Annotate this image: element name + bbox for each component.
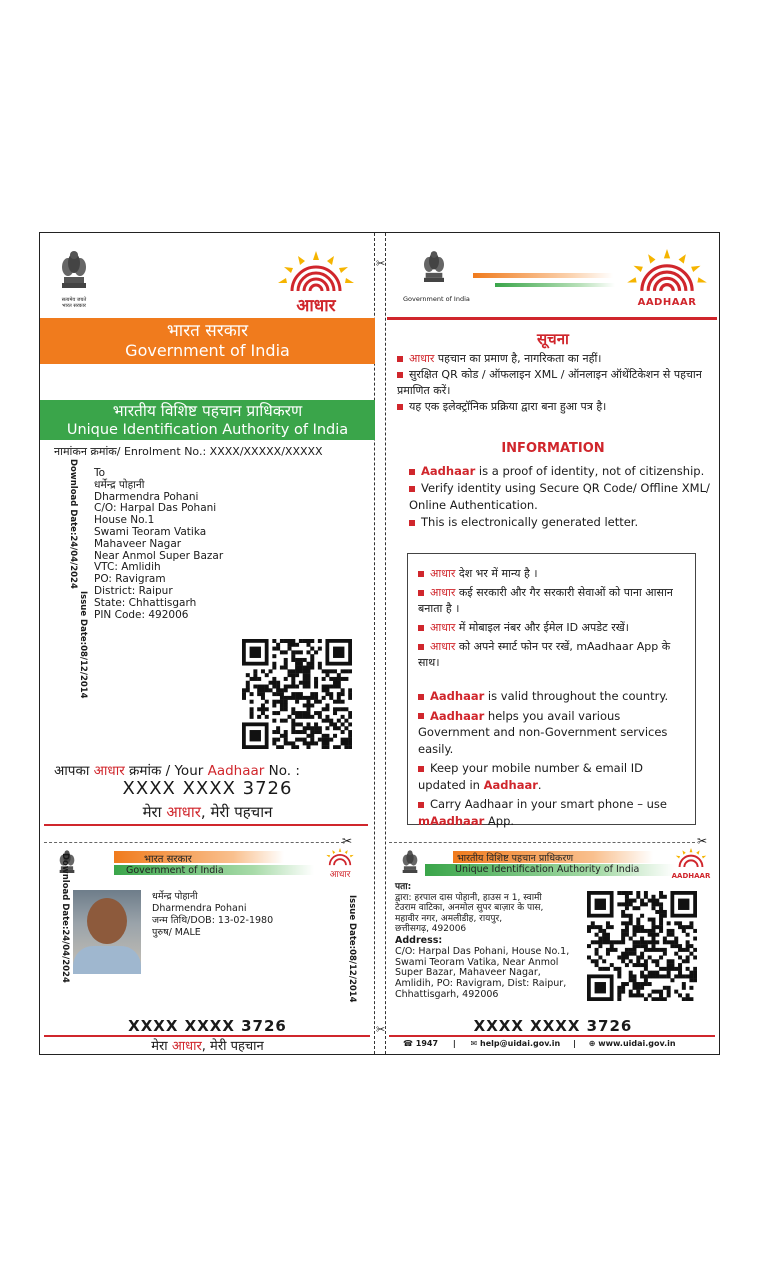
red-divider [389,1035,715,1037]
qr-code-icon [587,891,697,1001]
right-panel [385,233,721,1054]
address-line: Mahaveer Nagar [94,537,182,550]
your-aadhaar-label: आपका आधार क्रमांक / Your Aadhaar No. : [54,763,300,779]
address-line: Dharmendra Pohani [94,490,199,503]
info-box [407,553,696,828]
red-divider [387,317,717,320]
box-point: आधार में मोबाइल नंबर और ईमेल ID अपडेट रखें। [418,620,688,636]
address-line: Near Anmol Super Bazar [94,549,224,562]
cut-line [389,842,695,843]
photo [73,890,141,974]
govt-english: Government of India [125,341,290,360]
aadhaar-number: XXXX XXXX 3726 [122,778,293,799]
aadhaar-logo-text: आधार [296,296,336,316]
info-point: Verify identity using Secure QR Code/ Offline XML/ Online Authentication. [409,481,710,512]
card-govt-english: Government of India [126,865,224,876]
aadhaar-logo [625,249,709,309]
uidai-hindi: भारतीय विशिष्ट पहचान प्राधिकरण [112,402,303,420]
aadhaar-logo-text: AADHAAR [671,872,711,880]
recipient-address [94,468,223,621]
info-point: This is electronically generated letter. [409,514,715,531]
address-line: धर्मेन्द्र पोहानी [94,478,145,491]
address-line: PIN Code: 492006 [94,608,189,621]
information-points [409,463,715,531]
scissor-icon: ✂ [376,257,386,270]
govt-band [40,318,375,364]
govt-caption: Government of India [403,295,470,303]
aadhaar-logo [322,848,358,878]
email: help@uidai.gov.in [480,1039,561,1048]
card-aadhaar-number: XXXX XXXX 3726 [473,1017,633,1035]
phone-icon: ☎ [403,1039,413,1048]
address-line: House No.1 [94,514,155,527]
card-uidai-hindi: भारतीय विशिष्ट पहचान प्राधिकरण [457,853,574,864]
tagline: मेरा आधार, मेरी पहचान [142,803,273,821]
dob: जन्म तिथि/DOB: 13-02-1980 [152,915,274,926]
information-heading: INFORMATION [501,441,605,456]
uidai-english: Unique Identification Authority of India [66,422,349,438]
box-points-english [418,688,692,829]
issue-date: Issue Date:08/12/2014 [78,591,88,699]
aadhaar-letter-sheet [39,232,720,1055]
address-line: To [94,467,106,479]
card-aadhaar-number: XXXX XXXX 3726 [128,1017,287,1035]
national-emblem-icon [399,847,421,881]
notice-point: आधार पहचान का प्रमाण है, नागरिकता का नहीं। [397,351,715,367]
aadhaar-logo-text: AADHAAR [637,297,697,308]
box-points-hindi [418,566,688,671]
website: www.uidai.gov.in [598,1039,676,1048]
card-tagline: मेरा आधार, मेरी पहचान [151,1039,264,1054]
address-line: PO: Ravigram [94,573,166,586]
national-emblem-icon [56,247,92,309]
card-address-hindi: पता: द्वारा: हरपाल दास पोहानी, हाउस न 1, स्वामी टेउराम वाटिका, अनमोल सुपर बाज़ार के पास, महावीर नगर, अमलीडीह, रायपुर, छत्तीसगढ़, 492006 [395,882,544,934]
address-line: State: Chhattisgarh [94,596,197,609]
box-point: Keep your mobile number & email ID updated in Aadhaar. [418,761,644,792]
card-download-date: Download Date:24/04/2024 [60,853,70,983]
card-details [152,891,273,939]
notice-point: यह एक इलेक्ट्रॉनिक प्रक्रिया द्वारा बना हुआ पत्र है। [397,399,715,415]
box-point: Aadhaar helps you avail various Government and non-Government services easily. [418,708,668,756]
card-address-english: Address: C/O: Harpal Das Pohani, House No.1, Swami Teoram Vatika, Near Anmol Super Bazar, Mahaveer Nagar, Amlidih, PO: Ravigram, Dist: Raipur, Chhattisgarh, 492006 [395,935,570,1000]
email-icon: ✉ [470,1039,478,1048]
helpline: 1947 [415,1039,439,1048]
gender: पुरुष/ MALE [152,927,201,938]
download-date: Download Date:24/04/2024 [68,459,78,589]
notice-heading-hindi: सूचना [537,330,569,348]
aadhaar-logo [276,251,356,316]
notice-points-hindi [397,351,715,415]
card-issue-date: Issue Date:08/12/2014 [347,895,357,1003]
box-point: आधार कई सरकारी और गैर सरकारी सेवाओं को पाना आसान बनाता है । [418,586,673,615]
left-panel [40,233,375,1054]
box-point: Carry Aadhaar in your smart phone – use mAadhaar App. [418,797,667,828]
scissor-icon: ✂ [342,834,353,848]
footer-contacts: ☎ 1947 | ✉ help@uidai.gov.in | ⊕ www.uidai.gov.in [403,1039,676,1048]
scissor-icon: ✂ [697,834,708,848]
globe-icon: ⊕ [588,1039,596,1048]
address-line: District: Raipur [94,584,173,597]
scissor-icon: ✂ [376,1023,386,1036]
enrolment-number: नामांकन क्रमांक/ Enrolment No.: XXXX/XXXXX/XXXXX [54,445,323,458]
aadhaar-logo [671,848,711,878]
info-point: Aadhaar is a proof of identity, not of citizenship. [409,463,715,480]
box-point: आधार देश भर में मान्य है । [418,566,688,582]
box-point: आधार को अपने स्मार्ट फोन पर रखें, mAadhaar App के साथ। [418,640,671,669]
qr-code-icon [242,639,352,749]
aadhaar-logo-text: आधार [329,870,351,880]
name-hindi: धर्मेन्द्र पोहानी [152,891,198,902]
address-line: C/O: Harpal Das Pohani [94,502,217,515]
red-divider [44,824,368,826]
address-line: VTC: Amlidih [94,561,161,574]
cut-line [44,842,344,843]
govt-hindi: भारत सरकार [166,321,249,341]
name-english: Dharmendra Pohani [152,903,247,914]
notice-point: सुरक्षित QR कोड / ऑफलाइन XML / ऑनलाइन ऑथेंटिकेशन से पहचान प्रमाणित करें। [397,368,702,397]
address-line: Swami Teoram Vatika [94,525,207,538]
card-govt-hindi: भारत सरकार [144,854,192,865]
card-uidai-english: Unique Identification Authority of India [455,864,640,875]
box-point: Aadhaar is valid throughout the country. [418,688,692,705]
uidai-band [40,400,375,440]
emblem-caption: सत्यमेव जयते भारत सरकार [61,297,87,309]
